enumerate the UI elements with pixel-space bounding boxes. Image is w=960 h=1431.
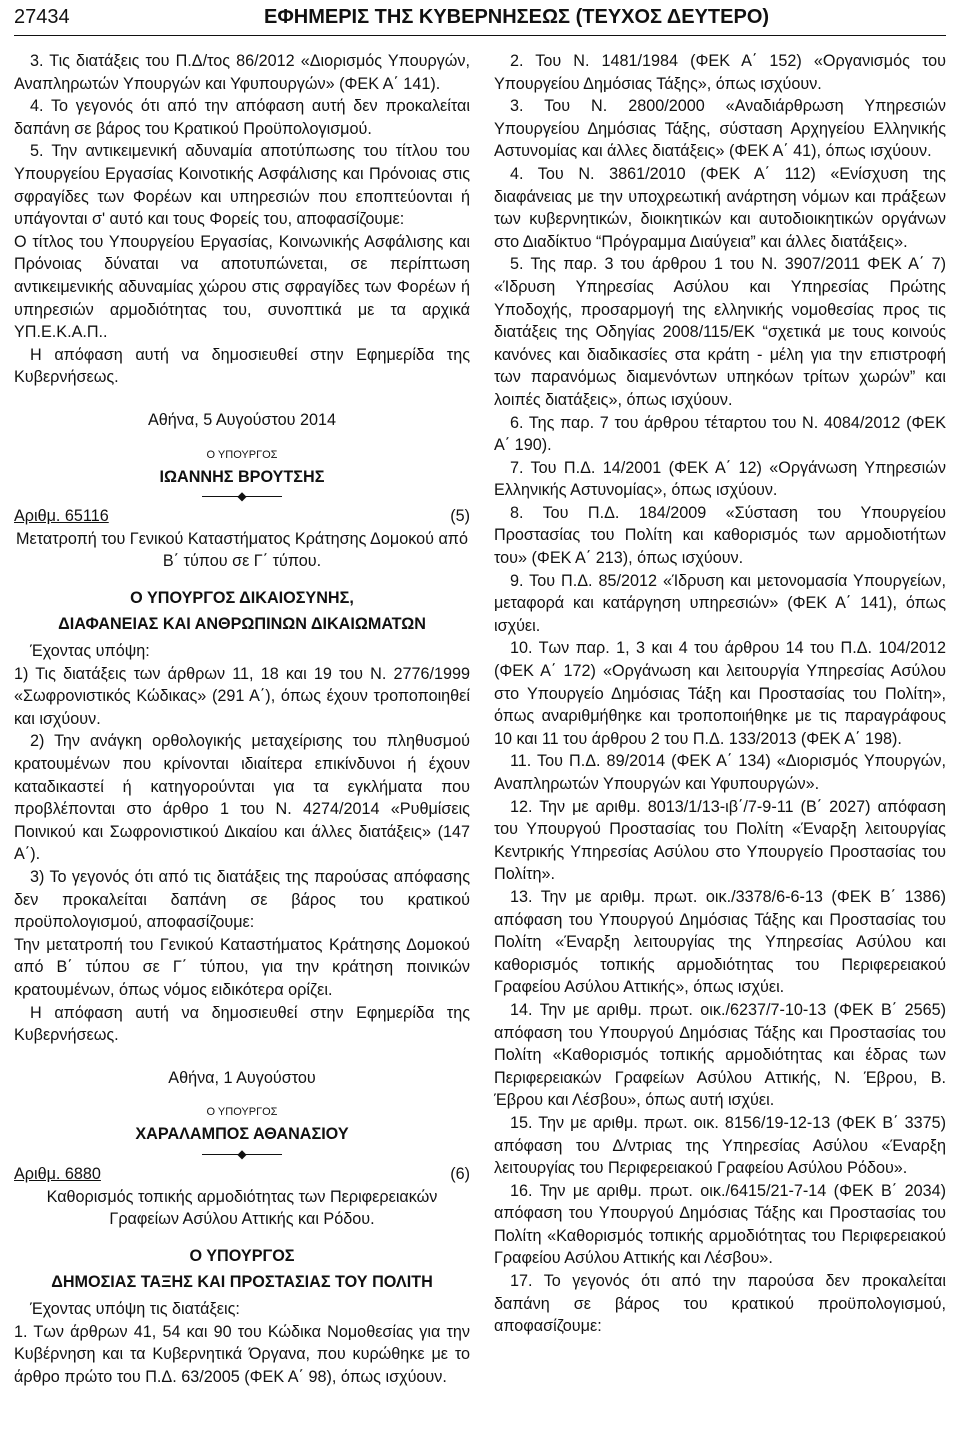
decision-number-row	[14, 505, 470, 528]
section-divider	[202, 1146, 282, 1161]
paragraph: 2) Την ανάγκη ορθολογικής μεταχείρισης του πληθυσμού κρατουμένων που κρίνονται ιδιαίτερα επικίνδυνοι ή έχουν καταδικαστεί ή κατηγορούνται για τα εγκλήματα που προβλέπονται στο άρθρο 1 του Ν. 4274/2014 «Ρυθμίσεις Ποινικού και Σωφρονιστικού Δικαίου και άλλες διατάξεις» (147 Α΄).	[14, 732, 470, 864]
decision-title: Καθορισμός τοπικής αρμοδιότητας των Περιφερειακών Γραφείων Ασύλου Αττικής και Ρόδου.	[46, 1187, 438, 1229]
list-item: 2. Του Ν. 1481/1984 (ΦΕΚ Α΄ 152) «Οργανισμός του Υπουργείου Δημόσιας Τάξης», όπως ισχύουν.	[494, 52, 946, 93]
page-header	[14, 6, 946, 36]
list-item: 17. Το γεγονός ότι από την παρούσα δεν προκαλείται δαπάνη σε βάρος του κρατικού προϋπολογισμού, αποφασίζουμε:	[494, 1272, 946, 1336]
list-item: 15. Την με αριθμ. πρωτ. οικ. 8156/19-12-13 (ΦΕΚ Β΄ 3375) απόφαση του Δ/ντριας της Υπηρεσίας Ασύλου «Έναρξη λειτουργίας του Περιφερειακού Γραφείου Ασύλου Ρόδου».	[494, 1113, 946, 1178]
decision-number: Αριθμ. 65116	[14, 507, 109, 526]
list-item: 11. Του Π.Δ. 89/2014 (ΦΕΚ Α΄ 134) «Διορισμός Υπουργών, Αναπληρωτών Υπουργών και Υφυπουργών».	[494, 752, 946, 793]
decision-number: Αριθμ. 6880	[14, 1164, 101, 1183]
list-item: 14. Την με αριθμ. πρωτ. οικ./6237/7-10-13 (ΦΕΚ Β΄ 2565) απόφαση του Υπουργού Δημόσιας Τάξης και Προστασίας του Πολίτη «Καθορισμός τοπικής αρμοδιότητας και έδρας των Περιφερειακών Γραφείων Ασύλου Αττικής, Ν. Έβρου, Β. Έβρου και Λέσβου», όπως αυτή ισχύει.	[494, 1000, 946, 1110]
paragraph: 5. Την αντικειμενική αδυναμία αποτύπωσης του τίτλου του Υπουργείου Εργασίας Κοινοτικής Ασφάλισης και Πρόνοιας στις σφραγίδες των Φορέων και υπηρεσιών που εποπτεύονται ή υπάγονται σ' αυτό και τους Φορείς του, αποφασίζουμε:	[14, 142, 470, 229]
list-item: 4. Του Ν. 3861/2010 (ΦΕΚ Α΄ 112) «Ενίσχυση της διαφάνειας με την υποχρεωτική ανάρτηση νόμων και πράξεων των κυβερνητικών, διοικητικών και αυτοδιοικητικών οργάνων στο Διαδίκτυο “Πρόγραμμα Διαύγεια” και άλλες διατάξεις».	[494, 164, 946, 251]
diamond-icon: ◆	[237, 489, 247, 504]
decision-index: (5)	[450, 507, 470, 526]
ministry-heading: Ο ΥΠΟΥΡΓΟΣ	[189, 1246, 295, 1265]
paragraph: 4. Το γεγονός ότι από την απόφαση αυτή δεν προκαλείται δαπάνη σε βάρος του Κρατικού Προϋπολογισμού.	[14, 97, 470, 138]
ministry-heading: Ο ΥΠΟΥΡΓΟΣ ΔΙΚΑΙΟΣΥΝΗΣ,	[130, 588, 354, 607]
signature-role: Ο ΥΠΟΥΡΓΟΣ	[206, 1106, 278, 1119]
list-item: 12. Την με αριθμ. 8013/1/13-ιβ΄/7-9-11 (Β΄ 2027) απόφαση του Υπουργού Προστασίας του Πολίτη «Έναρξη λειτουργίας Κεντρικής Υπηρεσίας Ασύλου στο Υπουργείο Προστασίας του Πολίτη».	[494, 797, 946, 884]
diamond-icon: ◆	[237, 1146, 247, 1161]
left-column	[14, 50, 470, 1388]
paragraph: Η απόφαση αυτή να δημοσιευθεί στην Εφημερίδα της Κυβερνήσεως.	[14, 1003, 470, 1045]
list-item: 6. Της παρ. 7 του άρθρου τέταρτου του Ν. 4084/2012 (ΦΕΚ Α΄ 190).	[494, 413, 946, 455]
paragraph: 1) Τις διατάξεις των άρθρων 11, 18 και 19 του Ν. 2776/1999 «Σωφρονιστικός Κώδικας» (291 Α΄), όπως έχουν τροποποιηθεί και ισχύουν.	[14, 664, 470, 728]
decision-title: Μετατροπή του Γενικού Καταστήματος Κράτησης Δομοκού από Β΄ τύπου σε Γ΄ τύπου.	[16, 529, 468, 571]
paragraph: Την μετατροπή του Γενικού Καταστήματος Κράτησης Δομοκού από Β΄ τύπου σε Γ΄ τύπου, για την κράτηση ποινικών κρατουμένων, όπως νόμος ειδικότερα ορίζει.	[14, 935, 470, 999]
signature-name: ΧΑΡΑΛΑΜΠΟΣ ΑΘΑΝΑΣΙΟΥ	[135, 1125, 349, 1144]
decision-number-row	[14, 1163, 470, 1186]
paragraph: 1. Των άρθρων 41, 54 και 90 του Κώδικα Νομοθεσίας για την Κυβέρνηση και τα Κυβερνητικά Όργανα, που κυρώθηκε με το άρθρο πρώτο του Π.Δ. 63/2005 (ΦΕΚ Α΄ 98), όπως ισχύουν.	[14, 1322, 470, 1386]
list-item: 7. Του Π.Δ. 14/2001 (ΦΕΚ Α΄ 12) «Οργάνωση Υπηρεσιών Ελληνικής Αστυνομίας», όπως ισχύουν.	[494, 458, 946, 500]
signature-place-date: Αθήνα, 5 Αυγούστου 2014	[148, 410, 336, 429]
page-number: 27434	[14, 6, 70, 28]
list-item: 5. Της παρ. 3 του άρθρου 1 του Ν. 3907/2011 ΦΕΚ Α΄ 7) «Ίδρυση Υπηρεσίας Ασύλου και Υπηρεσίας Πρώτης Υποδοχής, προσαρμογή της ελληνικής νομοθεσίας προς τις διατάξεις της Οδηγίας 2008/115/ΕΚ “σχετικά με τους κοινούς κανόνες και διαδικασίες στα κράτη - μέλη για την επιστροφή των παρανόμως διαμενόντων υπηκόων τρίτων χωρών” και λοιπές διατάξεις», όπως ισχύουν.	[494, 255, 946, 409]
list-item: 13. Την με αριθμ. πρωτ. οικ./3378/6-6-13 (ΦΕΚ Β΄ 1386) απόφαση του Υπουργού Δημόσιας Τάξης και Προστασίας του Πολίτη «Έναρξη λειτουργίας της Υπηρεσίας Ασύλου και καθορισμός τοπικής αρμοδιότητας του Περιφερειακού Γραφείου Ασύλου Αττικής», όπως ισχύει.	[494, 887, 946, 997]
paragraph: Ο τίτλος του Υπουργείου Εργασίας, Κοινωνικής Ασφάλισης και Πρόνοιας δύναται να αποτυπώνεται, σε περίπτωση αντικειμενικής αδυναμίας χώρου στις σφραγίδες των Φορέων ή υπηρεσιών αρμοδιότητας του, συνοπτικά με τα αρχικά ΥΠ.Ε.Κ.Α.Π..	[14, 232, 470, 342]
paragraph: Η απόφαση αυτή να δημοσιευθεί στην Εφημερίδα της Κυβερνήσεως.	[14, 345, 470, 387]
decision-index: (6)	[450, 1164, 470, 1183]
paragraph: 3. Τις διατάξεις του Π.Δ/τος 86/2012 «Διορισμός Υπουργών, Αναπληρωτών Υπουργών και Υφυπουργών» (ΦΕΚ Α΄ 141).	[14, 52, 470, 93]
signature-role: Ο ΥΠΟΥΡΓΟΣ	[206, 448, 278, 461]
signature-name: ΙΩΑΝΝΗΣ ΒΡΟΥΤΣΗΣ	[159, 467, 325, 486]
header-rule	[14, 35, 946, 36]
list-item: 10. Των παρ. 1, 3 και 4 του άρθρου 14 του Π.Δ. 104/2012 (ΦΕΚ Α΄ 172) «Οργάνωση και λειτουργία Υπηρεσίας Ασύλου στο Υπουργείο Δημόσιας Τάξη και Προστασίας του Πολίτη», όπως αναριθμήθηκε και τροποποιήθηκε με τις παραγράφους 10 και 11 του άρθρου 2 του Π.Δ. 133/2013 (ΦΕΚ Α΄ 198).	[494, 639, 946, 748]
list-item: 9. Του Π.Δ. 85/2012 «Ίδρυση και μετονομασία Υπουργείων, μεταφορά και κατάργηση υπηρεσιών» (ΦΕΚ Α΄ 141), όπως ισχύει.	[494, 571, 946, 635]
ministry-heading: ΔΙΑΦΑΝΕΙΑΣ ΚΑΙ ΑΝΘΡΩΠΙΝΩΝ ΔΙΚΑΙΩΜΑΤΩΝ	[58, 615, 426, 634]
list-item: 3. Του Ν. 2800/2000 «Αναδιάρθρωση Υπηρεσιών Υπουργείου Δημόσιας Τάξης, σύσταση Αρχηγείου Ελληνικής Αστυνομίας και άλλες διατάξεις» (ΦΕΚ Α΄ 41), όπως ισχύουν.	[494, 97, 946, 161]
paragraph: Έχοντας υπόψη:	[30, 642, 150, 661]
right-column	[494, 50, 946, 1338]
section-divider	[202, 489, 282, 504]
list-item: 8. Του Π.Δ. 184/2009 «Σύσταση του Υπουργείου Προστασίας του Πολίτη και καθορισμός των αρμοδιοτήτων του» (ΦΕΚ Α΄ 213), όπως ισχύουν.	[494, 503, 946, 568]
list-item: 16. Την με αριθμ. πρωτ. οικ./6415/21-7-14 (ΦΕΚ Β΄ 2034) απόφαση του Υπουργού Δημόσιας Τάξης και Προστασίας του Πολίτη «Καθορισμός τοπικής αρμοδιότητας του Περιφερειακού Γραφείου Ασύλου Αττικής και Λέσβου».	[494, 1181, 946, 1268]
paragraph: 3) Το γεγονός ότι από τις διατάξεις της παρούσας απόφασης δεν προκαλείται δαπάνη σε βάρος του κρατικού προϋπολογισμού, αποφασίζουμε:	[14, 868, 470, 932]
paragraph: Έχοντας υπόψη τις διατάξεις:	[30, 1299, 240, 1318]
ministry-heading: ΔΗΜΟΣΙΑΣ ΤΑΞΗΣ ΚΑΙ ΠΡΟΣΤΑΣΙΑΣ ΤΟΥ ΠΟΛΙΤΗ	[51, 1273, 433, 1292]
signature-place-date: Αθήνα, 1 Αυγούστου	[168, 1068, 316, 1087]
gazette-title: ΕΦΗΜΕΡΙΣ ΤΗΣ ΚΥΒΕΡΝΗΣΕΩΣ (ΤΕΥΧΟΣ ΔΕΥΤΕΡΟ)	[264, 6, 770, 28]
